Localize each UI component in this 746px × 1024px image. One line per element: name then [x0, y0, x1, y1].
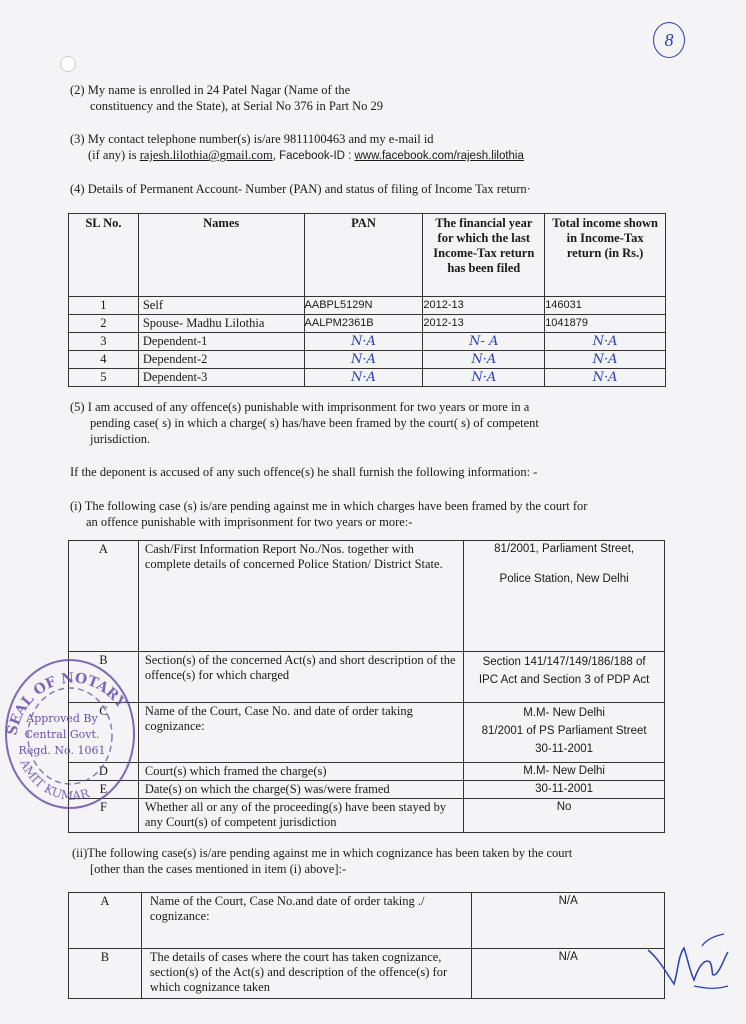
pan-cell-handwritten: N·A: [304, 351, 423, 369]
row-value-line: 81/2001, Parliament Street,: [494, 543, 635, 555]
header-sl: SL No.: [69, 214, 139, 297]
row-value: No: [464, 799, 665, 833]
seal-icon: [2, 652, 136, 812]
income-cell-handwritten: N·A: [545, 351, 666, 369]
row-value-line: IPC Act and Section 3 of PDP Act: [478, 674, 650, 686]
table-row: [69, 703, 665, 763]
cognizance-table: [68, 892, 665, 999]
row-key: C: [69, 703, 139, 763]
row-value-line: 30-11-2001: [535, 743, 594, 755]
year-cell-handwritten: N- A: [423, 333, 545, 351]
row-description: Date(s) on which the charge(S) was/were framed: [138, 781, 463, 799]
year-cell-handwritten: N·A: [423, 351, 545, 369]
income-cell-handwritten: N·A: [545, 333, 666, 351]
year-cell: 2012-13: [423, 297, 545, 315]
income-cell-handwritten: N·A: [545, 369, 666, 387]
row-description: Whether all or any of the proceeding(s) have been stayed by any Court(s) of competent jurisdiction: [138, 799, 463, 833]
row-key: B: [69, 949, 142, 999]
pan-cell: AABPL5129N: [304, 297, 423, 315]
income-cell: 146031: [545, 297, 666, 315]
deponent-text: If the deponent is accused of any such offence(s) he shall furnish the following information: -: [70, 465, 538, 479]
table-row: [69, 333, 666, 351]
table-row: [69, 949, 665, 999]
item-i-line-1: (i) The following case (s) is/are pending against me in which charges have been framed by the court for: [70, 499, 588, 513]
table-row: [69, 315, 666, 333]
table-row: [69, 893, 665, 949]
pan-cell-handwritten: N·A: [304, 369, 423, 387]
row-value: [464, 541, 665, 652]
pan-table-header: [69, 214, 666, 297]
row-value: N/A: [472, 949, 665, 999]
row-value-line: Section 141/147/149/186/188 of: [482, 656, 646, 668]
row-description: Name of the Court, Case No.and date of order taking ./ cognizance:: [141, 893, 471, 949]
name-cell: Self: [138, 297, 304, 315]
table-row: [69, 652, 665, 703]
svg-text:AMIT KUMAR: [17, 756, 92, 803]
para-3-prefix: (if any) is: [88, 148, 137, 162]
item-ii-line-2: [other than the cases mentioned in item (i) above]:-: [90, 862, 347, 876]
para-2-line-1: (2) My name is enrolled in 24 Patel Nagar (Name of the: [70, 83, 351, 97]
row-key: A: [69, 541, 139, 652]
row-value-line: 81/2001 of PS Parliament Street: [481, 725, 647, 737]
row-key: E: [69, 781, 139, 799]
year-cell-handwritten: N·A: [423, 369, 545, 387]
table-row: [69, 763, 665, 781]
row-description: Cash/First Information Report No./Nos. together with complete details of concerned Police Station/ District State.: [138, 541, 463, 652]
para-5-line-1: (5) I am accused of any offence(s) punishable with imprisonment for two years or more in a: [70, 400, 530, 414]
table-row: [69, 369, 666, 387]
sl-cell: 3: [69, 333, 139, 351]
para-5-line-3: jurisdiction.: [90, 432, 151, 446]
row-value: N/A: [472, 893, 665, 949]
table-row: [69, 541, 665, 652]
row-value: [464, 652, 665, 703]
para-2-line-2: constituency and the State), at Serial No 376 in Part No 29: [90, 99, 383, 113]
sl-cell: 5: [69, 369, 139, 387]
para-3-line-2: [88, 147, 524, 164]
seal-line-3: Regd. No. 1061: [18, 744, 106, 757]
pan-table: [68, 213, 666, 387]
para-5-line-2: pending case( s) in which a charge( s) has/have been framed by the court( s) of competent: [90, 416, 539, 430]
para-4: (4) Details of Permanent Account- Number (PAN) and status of filing of Income Tax return·: [70, 182, 531, 196]
header-year: The financial year for which the last Income-Tax return has been filed: [423, 214, 545, 297]
year-cell: 2012-13: [423, 315, 545, 333]
charges-table: [68, 540, 665, 833]
row-description: The details of cases where the court has taken cognizance, section(s) of the Act(s) and description of the offence(s) for which cognizance taken: [141, 949, 471, 999]
para-3-line-1: (3) My contact telephone number(s) is/are 9811100463 and my e-mail id: [70, 132, 434, 146]
header-income: Total income shown in Income-Tax return (in Rs.): [545, 214, 666, 297]
row-key: F: [69, 799, 139, 833]
page-number: [653, 22, 685, 58]
pan-cell-handwritten: N·A: [304, 333, 423, 351]
row-value: 30-11-2001: [464, 781, 665, 799]
row-value: M.M- New Delhi: [464, 763, 665, 781]
row-value: [464, 703, 665, 763]
sl-cell: 2: [69, 315, 139, 333]
item-ii-line-1: (ii)The following case(s) is/are pending against me in which cognizance has been taken by the court: [72, 846, 573, 860]
header-names: Names: [138, 214, 304, 297]
seal-bottom-text: AMIT KUMAR: [17, 757, 91, 804]
facebook-link[interactable]: www.facebook.com/rajesh.lilothia: [354, 150, 524, 162]
email-link[interactable]: rajesh.lilothia@gmail.com: [139, 148, 273, 162]
sl-cell: 1: [69, 297, 139, 315]
table-row: [69, 351, 666, 369]
header-pan: PAN: [304, 214, 423, 297]
seal-top-text: SEAL OF NOTARY: [4, 670, 129, 737]
row-key: B: [69, 652, 139, 703]
pan-cell: AALPM2361B: [304, 315, 423, 333]
row-description: Court(s) which framed the charge(s): [138, 763, 463, 781]
name-cell: Spouse- Madhu Lilothia: [138, 315, 304, 333]
table-row: [69, 781, 665, 799]
sl-cell: 4: [69, 351, 139, 369]
row-description: Section(s) of the concerned Act(s) and short description of the offence(s) for which charged: [138, 652, 463, 703]
item-i-line-2: an offence punishable with imprisonment for two years or more:-: [86, 515, 413, 529]
signature-icon: [644, 928, 734, 998]
facebook-label: , Facebook-ID :: [272, 150, 352, 162]
seal-line-2: Central Govt.: [24, 728, 100, 741]
name-cell: Dependent-3: [138, 369, 304, 387]
row-description: Name of the Court, Case No. and date of order taking cognizance:: [138, 703, 463, 763]
punch-hole: [60, 56, 76, 72]
row-value-line: Police Station, New Delhi: [499, 573, 629, 585]
table-row: [69, 799, 665, 833]
notary-seal: [2, 652, 136, 812]
row-value-line: M.M- New Delhi: [523, 707, 605, 719]
name-cell: Dependent-2: [138, 351, 304, 369]
page-number-text: 8: [664, 30, 674, 50]
signature: [644, 928, 734, 998]
row-key: D: [69, 763, 139, 781]
row-key: A: [69, 893, 142, 949]
seal-line-1: Approved By: [26, 712, 98, 725]
income-cell: 1041879: [545, 315, 666, 333]
table-row: [69, 297, 666, 315]
name-cell: Dependent-1: [138, 333, 304, 351]
